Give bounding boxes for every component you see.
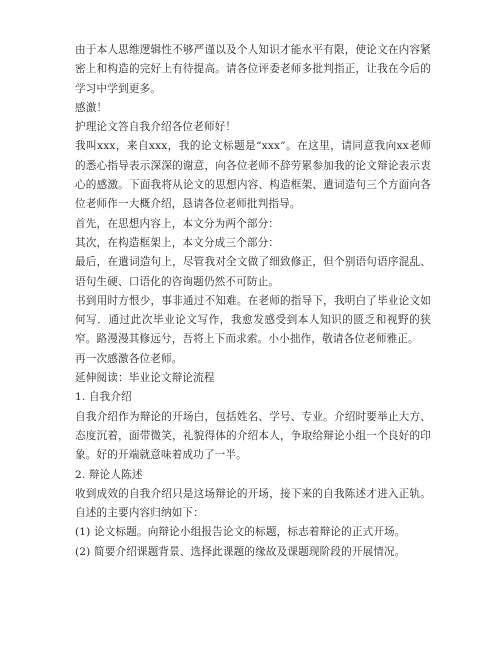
- step-2-item-2: (2) 简要介绍课题背景、选择此课题的缘故及课题现阶段的开展情况。: [75, 545, 406, 558]
- section-heading-self-intro: 护理论文答自我介绍各位老师好！: [75, 121, 237, 134]
- first-point: 首先，在思想内容上，本文分为两个部分：: [75, 217, 280, 230]
- step-1-paragraph: 自我介绍作为辩论的开场白，包括姓名、学号、专业。介绍时要举止大方、态度沉着，面带微笑，礼貌得体的介绍本人，争取给辩论小组一个良好的印象。好的开端就意味着成功了一半。: [75, 410, 431, 462]
- closing-paragraph: 由于本人思维逻辑性不够严谨以及个人知识才能水平有限，使论文在内容紧密上和构造的完好上有待提高。请各位评委老师多批判指正，让我在今后的学习中学到更多。: [75, 44, 431, 95]
- second-point: 其次，在构造框架上，本文分成三个部分：: [75, 236, 280, 249]
- thanks-line: 感激！: [75, 101, 108, 114]
- extended-reading-heading: 延伸阅读：毕业论文辩论流程: [75, 372, 215, 385]
- step-2-heading: 2. 辩论人陈述: [75, 468, 143, 481]
- step-1-heading: 1. 自我介绍: [75, 391, 132, 404]
- thanks-again-line: 再一次感激各位老师。: [75, 352, 183, 365]
- intro-paragraph: 我叫xxx，来自xxx，我的论文标题是“xxx”。在这里，请同意我向xx老师的悉心指导表示深深的谢意，向各位老师不辞劳累参加我的论文辩论表示衷心的感激。下面我将从论文的思想内容、构造框架、遣词造句三个方面向各位老师作一大概介绍，恳请各位老师批判指导。: [75, 140, 431, 211]
- step-2-paragraph: 收到成效的自我介绍只是这场辩论的开场，接下来的自我陈述才进入正轨。自述的主要内容归纳如下：: [75, 487, 431, 520]
- document-body: [75, 41, 431, 562]
- reflection-paragraph: 书到用时方恨少，事非通过不知难。在老师的指导下，我明白了毕业论文如何写．通过此次毕业论文写作，我愈发感受到本人知识的匮乏和视野的狭窄。路漫漫其修远兮，吾将上下而求索。小小拙作，敬请各位老师雅正。: [75, 294, 431, 346]
- step-2-item-1: (1) 论文标题。向辩论小组报告论文的标题，标志着辩论的正式开场。: [75, 526, 406, 539]
- last-point: 最后，在遣词造句上，尽管我对全文做了细致修正，但个别语句语序混乱、语句生硬、口语化的咨询题仍然不可防止。: [75, 256, 431, 288]
